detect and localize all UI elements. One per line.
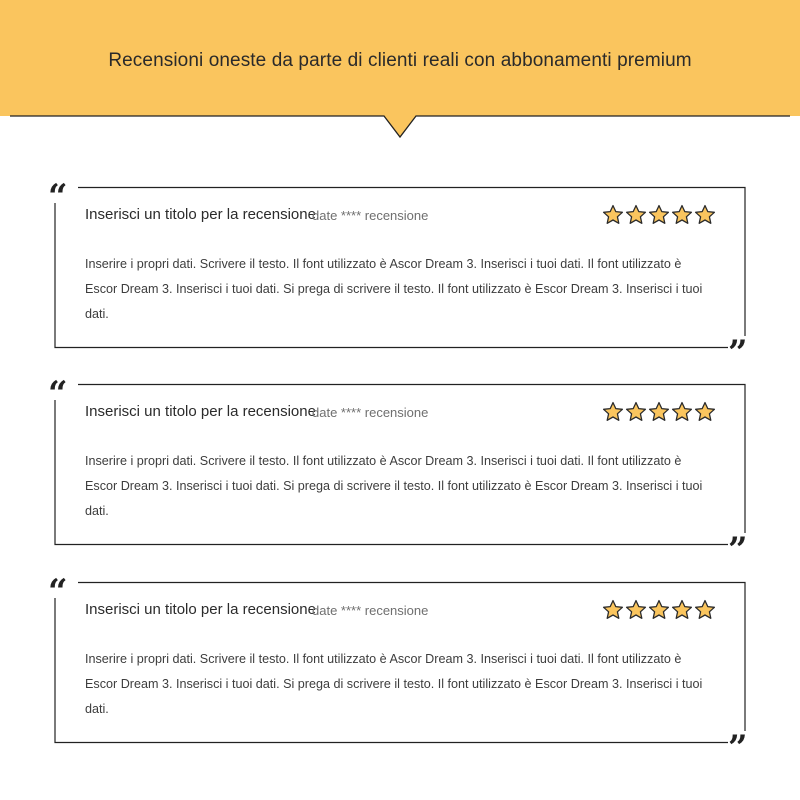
star-icon [648,401,670,423]
review-card [48,572,754,768]
star-icon [671,599,693,621]
star-icon [671,204,693,226]
open-quote-icon: “ [48,177,68,217]
star-icon [625,401,647,423]
review-body: Inserire i propri dati. Scrivere il testo. Il font utilizzato è Ascor Dream 3. Inserisci i tuoi dati. Il font utilizzato è Escor Dream 3. Inserisci i tuoi dati. Si prega di scrivere il testo. Il font utilizzato è Escor Dream 3. Inserisci i tuoi dati. [85,257,703,321]
header-divider-with-arrow [0,100,800,140]
review-body: Inserire i propri dati. Scrivere il testo. Il font utilizzato è Ascor Dream 3. Inserisci i tuoi dati. Il font utilizzato è Escor Dream 3. Inserisci i tuoi dati. Si prega di scrivere il testo. Il font utilizzato è Escor Dream 3. Inserisci i tuoi dati. [85,652,703,716]
star-icon [625,204,647,226]
star-icon [648,204,670,226]
review-meta: date **** recensione [312,405,429,420]
review-title: Inserisci un titolo per la recensione [85,601,316,618]
review-body: Inserire i propri dati. Scrivere il testo. Il font utilizzato è Ascor Dream 3. Inserisci i tuoi dati. Il font utilizzato è Escor Dream 3. Inserisci i tuoi dati. Si prega di scrivere il testo. Il font utilizzato è Escor Dream 3. Inserisci i tuoi dati. [85,454,703,518]
review-title: Inserisci un titolo per la recensione [85,403,316,420]
star-icon [602,204,624,226]
review-card [48,374,754,570]
star-icon [694,204,716,226]
open-quote-icon: “ [48,374,68,414]
star-rating [602,401,716,423]
star-rating [602,599,716,621]
open-quote-icon: “ [48,572,68,612]
star-icon [602,599,624,621]
star-rating [602,204,716,226]
close-quote-icon: ” [728,728,748,768]
review-meta: date **** recensione [312,208,429,223]
star-icon [625,599,647,621]
page-title: Recensioni oneste da parte di clienti reali con abbonamenti premium [108,50,692,71]
star-icon [694,599,716,621]
review-title: Inserisci un titolo per la recensione [85,206,316,223]
star-icon [671,401,693,423]
star-icon [602,401,624,423]
review-card [48,177,754,373]
close-quote-icon: ” [728,530,748,570]
star-icon [694,401,716,423]
star-icon [648,599,670,621]
close-quote-icon: ” [728,333,748,373]
review-meta: date **** recensione [312,603,429,618]
header-banner [0,0,800,114]
